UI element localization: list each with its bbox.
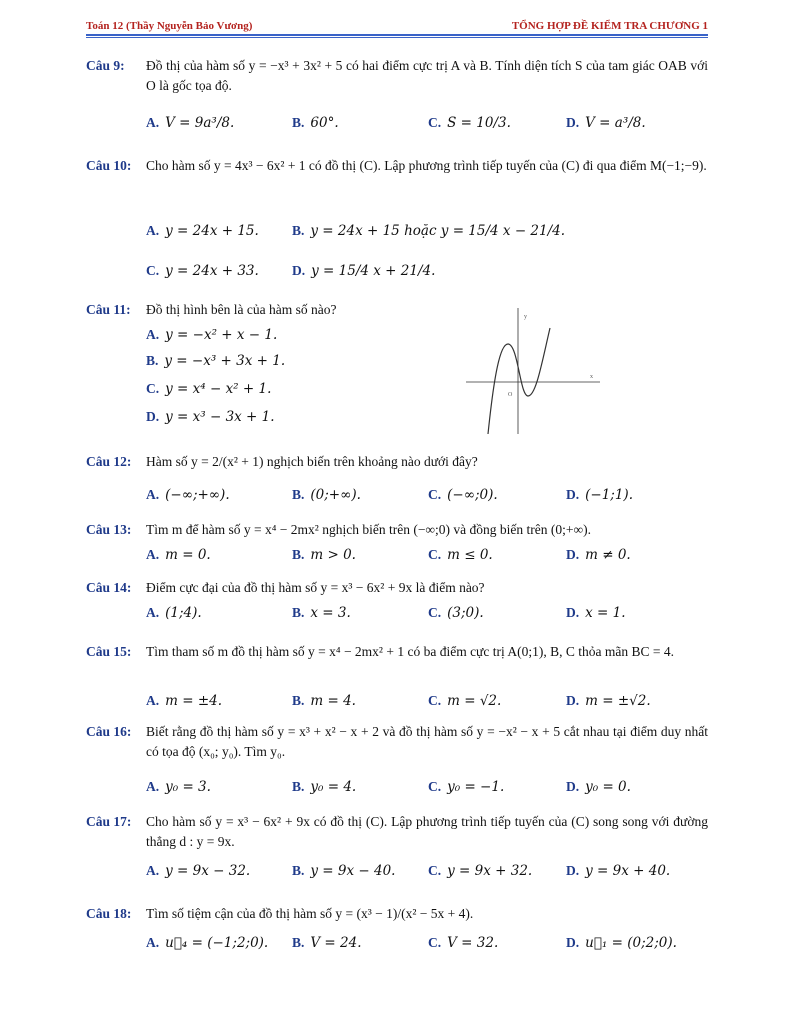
options-12 xyxy=(146,482,706,508)
question-number: Câu 17: xyxy=(86,814,132,829)
header-divider-thin xyxy=(86,37,708,38)
options-10-row2 xyxy=(146,258,706,284)
option-b[interactable]: B. y₀ = 4. xyxy=(292,779,357,795)
question-text: Đồ thị hình bên là của hàm số nào? xyxy=(146,302,337,317)
option-c[interactable]: C. m = √2. xyxy=(428,693,502,709)
option-b[interactable]: B. x = 3. xyxy=(292,605,351,621)
question-text: Hàm số y = 2/(x² + 1) nghịch biến trên khoảng nào dưới đây? xyxy=(146,454,478,469)
options-10-row1 xyxy=(146,218,706,244)
options-9 xyxy=(146,110,706,136)
option-11-d xyxy=(146,404,446,430)
header-right: TỔNG HỢP ĐỀ KIỂM TRA CHƯƠNG 1 xyxy=(511,20,708,32)
question-number: Câu 13: xyxy=(86,522,132,537)
option-d[interactable]: D. m = ±√2. xyxy=(566,693,651,709)
option-a[interactable]: A. y = 9x − 32. xyxy=(146,863,251,879)
option-d[interactable]: D. (−1;1). xyxy=(566,487,633,503)
question-10 xyxy=(86,156,708,176)
function-graph xyxy=(466,306,604,436)
question-text: Tìm tham số m đồ thị hàm số y = x⁴ − 2mx² + 1 có ba điểm cực trị A(0;1), B, C thỏa mãn BC = 4. xyxy=(146,644,674,659)
option-d[interactable]: D. y = 9x + 40. xyxy=(566,863,671,879)
option-d[interactable]: D. y = x³ − 3x + 1. xyxy=(146,409,275,425)
option-a[interactable]: A. V = 9a³/8. xyxy=(146,115,235,131)
question-17 xyxy=(86,812,708,852)
question-number: Câu 15: xyxy=(86,644,132,659)
option-c[interactable]: C. (−∞;0). xyxy=(428,487,498,503)
option-c[interactable]: C. y = 9x + 32. xyxy=(428,863,533,879)
option-b[interactable]: B. y = 24x + 15 hoặc y = 15/4 x − 21/4. xyxy=(292,223,566,239)
question-text: Biết rằng đồ thị hàm số y = x³ + x² − x + 2 và đồ thị hàm số y = −x² − x + 5 cắt nhau tại điểm duy nhất có tọa độ (x₀; y₀). Tìm y₀. xyxy=(146,724,708,759)
question-text: Điểm cực đại của đồ thị hàm số y = x³ − 6x² + 9x là điểm nào? xyxy=(146,580,485,595)
options-14 xyxy=(146,600,706,626)
option-c[interactable]: C. m ≤ 0. xyxy=(428,547,493,563)
question-text: Đồ thị của hàm số y = −x³ + 3x² + 5 có hai điểm cực trị A và B. Tính diện tích S của tam giác OAB với O là gốc tọa độ. xyxy=(146,58,708,93)
option-c[interactable]: C. y = 24x + 33. xyxy=(146,263,259,279)
question-18 xyxy=(86,904,708,924)
question-text: Cho hàm số y = 4x³ − 6x² + 1 có đồ thị (C). Lập phương trình tiếp tuyến của (C) đi qua điểm M(−1;−9). xyxy=(146,158,707,173)
y-axis-label: y xyxy=(524,314,527,320)
option-a[interactable]: A. y = −x² + x − 1. xyxy=(146,327,278,343)
option-d[interactable]: D. x = 1. xyxy=(566,605,626,621)
question-number: Câu 10: xyxy=(86,158,132,173)
option-a[interactable]: A. y₀ = 3. xyxy=(146,779,211,795)
question-11 xyxy=(86,300,456,320)
option-b[interactable]: B. m = 4. xyxy=(292,693,356,709)
question-13 xyxy=(86,520,708,540)
question-number: Câu 12: xyxy=(86,454,132,469)
option-c[interactable]: C. S = 10/3. xyxy=(428,115,511,131)
option-a[interactable]: A. (1;4). xyxy=(146,605,202,621)
option-c[interactable]: C. (3;0). xyxy=(428,605,484,621)
question-14 xyxy=(86,578,708,598)
header-left: Toán 12 (Thầy Nguyễn Bảo Vương) xyxy=(86,20,253,32)
curve xyxy=(488,328,550,434)
option-b[interactable]: B. m > 0. xyxy=(292,547,356,563)
options-18 xyxy=(146,930,706,956)
option-a[interactable]: A. m = ±4. xyxy=(146,693,223,709)
option-b[interactable]: B. y = −x³ + 3x + 1. xyxy=(146,353,286,369)
option-b[interactable]: B. 60°. xyxy=(292,115,339,131)
option-a[interactable]: A. (−∞;+∞). xyxy=(146,487,230,503)
option-d[interactable]: D. m ≠ 0. xyxy=(566,547,631,563)
options-13 xyxy=(146,542,706,568)
x-axis-label: x xyxy=(590,374,593,380)
question-16 xyxy=(86,722,708,762)
option-b[interactable]: B. V = 24. xyxy=(292,935,362,951)
option-d[interactable]: D. V = a³/8. xyxy=(566,115,646,131)
options-15 xyxy=(146,688,706,714)
option-a[interactable]: A. m = 0. xyxy=(146,547,211,563)
origin-label: O xyxy=(508,392,513,398)
option-a[interactable]: A. y = 24x + 15. xyxy=(146,223,259,239)
option-c[interactable]: C. y = x⁴ − x² + 1. xyxy=(146,381,272,397)
option-d[interactable]: D. u⃗₁ = (0;2;0). xyxy=(566,935,677,951)
question-number: Câu 11: xyxy=(86,302,131,317)
question-text: Tìm m để hàm số y = x⁴ − 2mx² nghịch biến trên (−∞;0) và đồng biến trên (0;+∞). xyxy=(146,522,591,537)
question-text: Cho hàm số y = x³ − 6x² + 9x có đồ thị (C). Lập phương trình tiếp tuyến của (C) song song với đường thẳng d : y = 9x. xyxy=(146,814,708,849)
question-9 xyxy=(86,56,708,96)
option-d[interactable]: D. y₀ = 0. xyxy=(566,779,631,795)
option-c[interactable]: C. V = 32. xyxy=(428,935,499,951)
question-number: Câu 18: xyxy=(86,906,132,921)
option-c[interactable]: C. y₀ = −1. xyxy=(428,779,505,795)
question-15 xyxy=(86,642,708,662)
header-divider xyxy=(86,34,708,36)
question-number: Câu 9: xyxy=(86,58,125,73)
question-number: Câu 16: xyxy=(86,724,132,739)
option-11-b xyxy=(146,348,446,374)
options-16 xyxy=(146,774,706,800)
option-b[interactable]: B. (0;+∞). xyxy=(292,487,361,503)
option-11-c xyxy=(146,376,446,402)
option-11-a xyxy=(146,322,446,348)
option-d[interactable]: D. y = 15/4 x + 21/4. xyxy=(292,263,436,279)
option-b[interactable]: B. y = 9x − 40. xyxy=(292,863,396,879)
question-number: Câu 14: xyxy=(86,580,132,595)
question-12 xyxy=(86,452,708,472)
options-17 xyxy=(146,858,706,884)
question-text: Tìm số tiệm cận của đồ thị hàm số y = (x³ − 1)/(x² − 5x + 4). xyxy=(146,906,474,921)
option-a[interactable]: A. u⃗₄ = (−1;2;0). xyxy=(146,935,269,951)
